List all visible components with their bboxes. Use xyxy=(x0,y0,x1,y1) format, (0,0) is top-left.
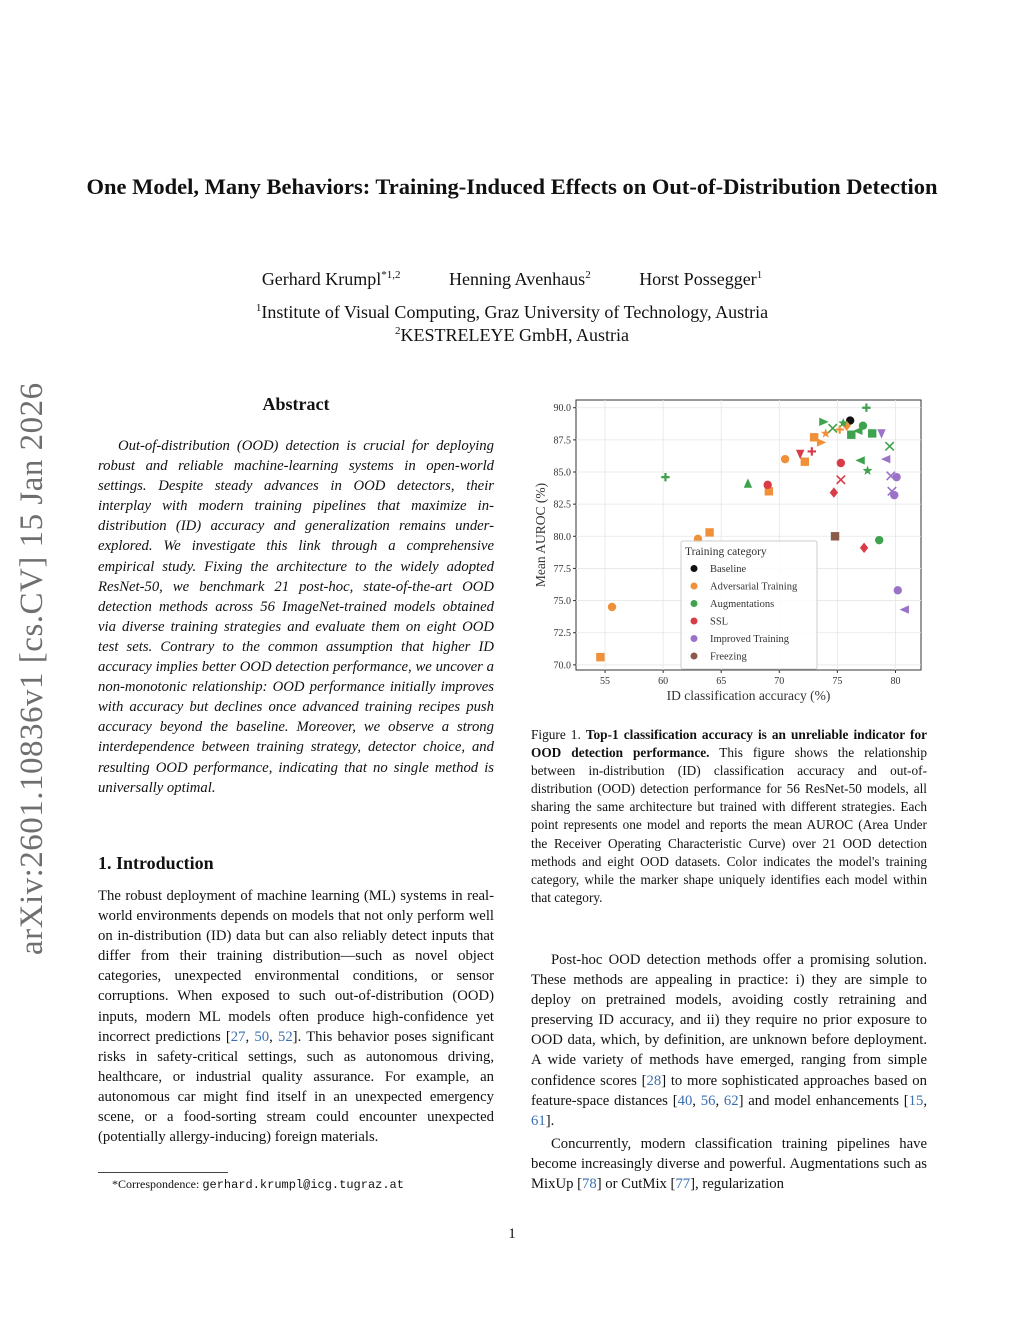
y-tick-label: 90.0 xyxy=(553,403,571,415)
legend-label: Adversarial Training xyxy=(710,581,798,593)
footnote: *Correspondence: gerhard.krumpl@icg.tugraz.at xyxy=(112,1177,404,1192)
y-axis-label: Mean AUROC (%) xyxy=(533,482,548,588)
data-point xyxy=(801,458,809,466)
data-point xyxy=(763,481,771,489)
legend-marker xyxy=(691,653,698,660)
citation-link[interactable]: 50 xyxy=(254,1028,270,1045)
legend-marker xyxy=(691,583,698,590)
page-number: 1 xyxy=(508,1226,516,1242)
author-2: Henning Avenhaus$^2$ xyxy=(449,269,591,289)
x-tick-label: 80 xyxy=(890,676,901,687)
y-tick-label: 77.5 xyxy=(553,563,571,575)
citation-link[interactable]: 15 xyxy=(908,1092,924,1109)
data-point xyxy=(705,528,713,536)
author-list xyxy=(0,269,1024,290)
y-tick-label: 72.5 xyxy=(553,628,571,640)
paper-title-text: One Model, Many Behaviors: Training-Induced Effects on Out-of-Distribution Detection xyxy=(86,174,938,199)
x-tick-label: 65 xyxy=(716,676,727,687)
x-tick-label: 70 xyxy=(774,676,785,687)
citation-link[interactable]: 61 xyxy=(531,1112,546,1129)
data-point xyxy=(892,473,900,481)
right-column-body xyxy=(531,950,927,1194)
citation-link[interactable]: 77 xyxy=(675,1176,691,1193)
data-point xyxy=(608,603,616,611)
x-tick-label: 55 xyxy=(600,676,611,687)
y-tick-label: 80.0 xyxy=(553,531,571,543)
abstract-heading: Abstract xyxy=(262,394,330,414)
footnote-email: gerhard.krumpl@icg.tugraz.at xyxy=(202,1178,404,1192)
legend-label: Freezing xyxy=(710,651,747,663)
y-tick-label: 87.5 xyxy=(553,435,571,447)
section-heading-introduction: 1. Introduction xyxy=(98,853,214,873)
x-tick-label: 75 xyxy=(832,676,843,687)
paper-title xyxy=(80,172,944,202)
data-point xyxy=(875,536,883,544)
citation-link[interactable]: 78 xyxy=(582,1176,597,1193)
citation-link[interactable]: 27 xyxy=(230,1028,246,1045)
data-point xyxy=(831,532,839,540)
legend-label: Augmentations xyxy=(710,599,775,610)
citation-link[interactable]: 62 xyxy=(723,1092,739,1109)
affiliation-1: $^1$Institute of Visual Computing, Graz University of Technology, Austria xyxy=(255,302,769,322)
data-point xyxy=(847,431,855,439)
affiliation-2: $^2$KESTRELEYE GmbH, Austria xyxy=(395,325,629,345)
intro-paragraph: The robust deployment of machine learning (ML) systems in real-world environments depends on models that not only perform well on in-distribution (ID) data but can also reliably detect inputs that differ from their training distribution—such as novel object categories, unexpected environmental conditions, or sensor corruptions. When exposed to such out-of-distribution (OOD) inputs, modern ML models often produce high-confidence yet incorrect predictions [27, 50, 52]. This behavior poses significant risks in safety-critical settings, such as autonomous driving, healthcare, or industrial quality assurance. For example, an autonomous car might find itself in an unexpected emergency scene, or a food-sorting stream could encounter unexpected (potentially allergy-inducing) foreign materials. xyxy=(98,888,495,1146)
legend-title: Training category xyxy=(685,546,767,558)
y-tick-label: 85.0 xyxy=(553,467,571,479)
legend-marker xyxy=(691,618,698,625)
abstract-text: Out-of-distribution (OOD) detection is crucial for deploying robust and reliable machine-learning systems in open-world settings. Despite steady advances in OOD detectors, their interplay with modern training pipelines that maximize in-distribution (ID) accuracy and generalization remains under-explored. We investigate this link through a comprehensive empirical study. Fixing the architecture to the widely adopted ResNet-50, we benchmark 21 post-hoc, state-of-the-art OOD detection methods across 56 ImageNet-trained models obtained via diverse training strategies and evaluate them on eight OOD test sets. Contrary to the common assumption that higher ID accuracy implies better OOD detection performance, we uncover a non-monotonic relationship: OOD performance initially improves with accuracy but declines once advanced training recipes push accuracy beyond the baseline. Moreover, we observe a strong interdependence between training strategy, detector choice, and resulting OOD performance, indicating that no single method is universally optimal. xyxy=(98,438,494,796)
data-point xyxy=(894,586,902,594)
arxiv-sidebar-id: arXiv:2601.10836v1 [cs.CV] 15 Jan 2026 xyxy=(14,382,50,955)
legend-label: Baseline xyxy=(710,564,747,575)
legend-marker xyxy=(691,635,698,642)
y-tick-label: 75.0 xyxy=(553,596,571,608)
legend-marker xyxy=(691,600,698,607)
author-1: Gerhard Krumpl$^{*1,2}$ xyxy=(261,269,401,289)
citation-link[interactable]: 40 xyxy=(677,1092,693,1109)
figure-1-scatter-chart xyxy=(531,392,931,712)
citation-link[interactable]: 28 xyxy=(646,1072,662,1089)
figure-1-caption: Figure 1. Top-1 classification accuracy is an unreliable indicator for OOD detection performance. This figure shows the relationship between in-distribution (ID) classification accuracy and out-of-distribution (OOD) detection performance for 56 ResNet-50 models, all sharing the same architecture but trained with different strategies. Each point represents one model and reports the mean AUROC (Area Under the Receiver Operating Characteristic Curve) over 21 OOD detection methods and eight OOD datasets. Color indicates the model's training category, while the marker shape uniquely identifies each model within that category. xyxy=(531,727,928,905)
data-point xyxy=(868,429,876,437)
citation-link[interactable]: 52 xyxy=(277,1028,293,1045)
data-point xyxy=(890,491,898,499)
legend-label: Improved Training xyxy=(710,634,790,645)
data-point xyxy=(859,422,867,430)
x-axis-label: ID classification accuracy (%) xyxy=(666,688,831,703)
y-tick-label: 70.0 xyxy=(553,660,571,672)
legend-marker xyxy=(691,565,698,572)
footnote-rule xyxy=(98,1172,228,1173)
paragraph-training-pipelines: Concurrently, modern classification training pipelines have become increasingly diverse and powerful. Augmentations such as MixUp [78] or CutMix [77], regularization xyxy=(531,1135,927,1193)
legend-label: SSL xyxy=(710,616,729,628)
author-3: Horst Possegger$^1$ xyxy=(639,269,763,289)
paragraph-posthoc: Post-hoc OOD detection methods offer a promising solution. These methods are appealing in practice: i) they are simple to deploy on pretrained models, avoiding costly retraining and preserving ID accuracy, and ii) they require no prior exposure to OOD data, which, by definition, are unknown before deployment. A wide variety of methods have emerged, ranging from simple confidence scores [28] to more sophisticated approaches based on feature-space distances [40, 56, 62] and model enhancements [15, 61]. xyxy=(531,952,928,1129)
citation-link[interactable]: 56 xyxy=(700,1092,716,1109)
x-tick-label: 60 xyxy=(658,676,669,687)
y-tick-label: 82.5 xyxy=(553,499,571,511)
data-point xyxy=(781,455,789,463)
data-point xyxy=(596,653,604,661)
data-point xyxy=(837,459,845,467)
